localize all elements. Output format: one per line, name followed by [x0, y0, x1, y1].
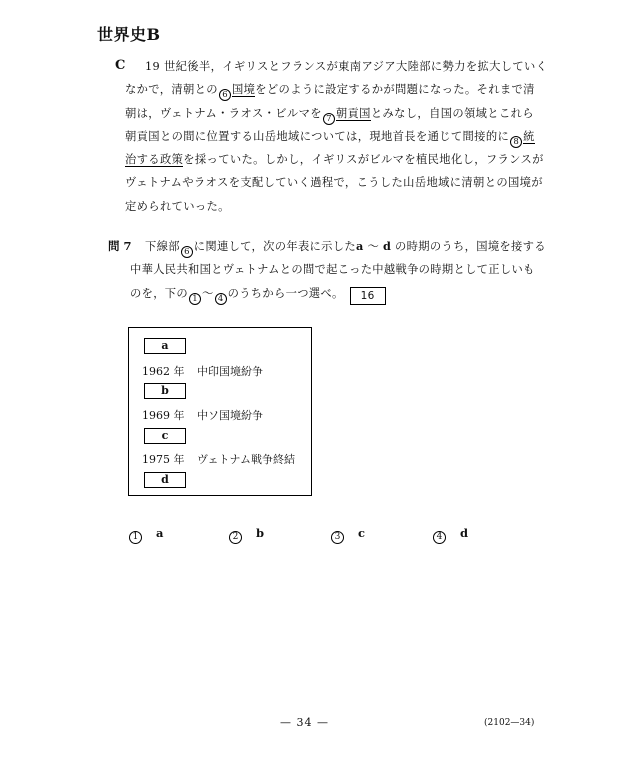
text-line	[130, 282, 545, 305]
text-segment: のを，下の	[130, 286, 188, 300]
underline-ref-number: 4	[215, 293, 227, 305]
text-segment: 19 世紀後半，イギリスとフランスが東南アジア大陸部に勢力を拡大していく	[145, 60, 548, 73]
text-line	[125, 78, 535, 101]
period-box-a: a	[144, 338, 186, 354]
text-line	[130, 258, 545, 281]
page-title: 世界史B	[97, 25, 161, 44]
choice-label: c	[358, 526, 366, 540]
event-year: 1969 年	[142, 409, 185, 422]
period-box-b: b	[144, 383, 186, 399]
question-label: 問 7	[108, 239, 132, 253]
passage-text	[125, 55, 548, 218]
event-name: 中印国境紛争	[197, 365, 263, 378]
text-segment: に関連して，次の年表に示した	[193, 240, 356, 253]
choice-label: a	[156, 526, 164, 540]
text-line	[125, 171, 543, 194]
underline-ref-number: 6	[181, 246, 193, 258]
choice-number: 1	[129, 531, 142, 544]
chronology-row	[142, 451, 295, 467]
period-ref: a	[355, 239, 364, 253]
choice-number: 2	[229, 531, 242, 544]
section-letter: C	[115, 58, 126, 73]
text-segment: ヴェトナムやラオスを支配していく過程で，こうした山岳地域に清朝との国境が	[125, 176, 543, 190]
chronology-table	[128, 327, 312, 496]
choice-label: b	[256, 526, 265, 540]
text-segment: のうちから一つ選べ。	[227, 286, 344, 300]
text-segment: 中華人民共和国とヴェトナムとの間で起こった中越戦争の時期として正しいも	[130, 263, 535, 277]
text-segment: とみなし，自国の領域とこれら	[370, 106, 534, 120]
period-box-d: d	[144, 472, 186, 488]
underline-ref-number: 6	[219, 89, 231, 101]
text-segment: を採っていた。しかし，イギリスがビルマを植民地化し，フランスが	[183, 153, 544, 167]
text-line	[125, 148, 544, 171]
choice-2[interactable]	[228, 526, 264, 544]
text-line	[125, 125, 535, 148]
underlined-text: 治する政策	[125, 153, 184, 167]
event-name: ヴェトナム戦争終結	[197, 453, 296, 466]
event-year: 1975 年	[142, 453, 185, 466]
text-segment: 下線部	[145, 240, 180, 253]
event-name: 中ソ国境紛争	[197, 409, 263, 422]
text-segment: なかで，清朝との	[125, 83, 218, 97]
text-segment: 朝は，ヴェトナム・ラオス・ビルマを	[125, 106, 322, 120]
underline-ref-number: 7	[323, 113, 335, 125]
question-text	[130, 235, 546, 305]
text-segment: ～	[202, 286, 214, 300]
choice-4[interactable]	[432, 526, 468, 544]
text-line	[125, 102, 534, 125]
exam-code: (2102—34)	[484, 718, 535, 728]
period-ref: d	[382, 239, 392, 253]
text-segment: をどのように設定するかが問題になった。それまで清	[255, 83, 535, 97]
choice-1[interactable]	[128, 526, 163, 544]
choice-number: 4	[433, 531, 446, 544]
text-segment: の時期のうち，国境を接する	[391, 240, 546, 253]
underlined-text: 国境	[231, 83, 256, 97]
period-box-c: c	[144, 428, 186, 444]
underlined-text: 統	[523, 129, 535, 143]
underline-ref-number: 8	[510, 136, 522, 148]
text-segment: ～	[363, 240, 383, 253]
text-line	[145, 235, 545, 258]
chronology-row	[142, 363, 263, 379]
text-segment: 朝貢国との間に位置する山岳地域については，現地首長を通じて間接的に	[125, 129, 510, 143]
text-segment: 定められていった。	[125, 199, 230, 213]
choice-number: 3	[331, 531, 344, 544]
text-line	[125, 195, 527, 218]
answer-choices	[0, 526, 620, 546]
choice-label: d	[460, 526, 469, 540]
underlined-text: 朝貢国	[335, 106, 371, 120]
page-number: — 34 —	[280, 716, 329, 729]
chronology-row	[142, 407, 263, 423]
event-year: 1962 年	[142, 365, 185, 378]
underline-ref-number: 1	[189, 293, 201, 305]
choice-3[interactable]	[330, 526, 365, 544]
text-line	[137, 55, 548, 78]
answer-number-box: 16	[350, 287, 386, 305]
